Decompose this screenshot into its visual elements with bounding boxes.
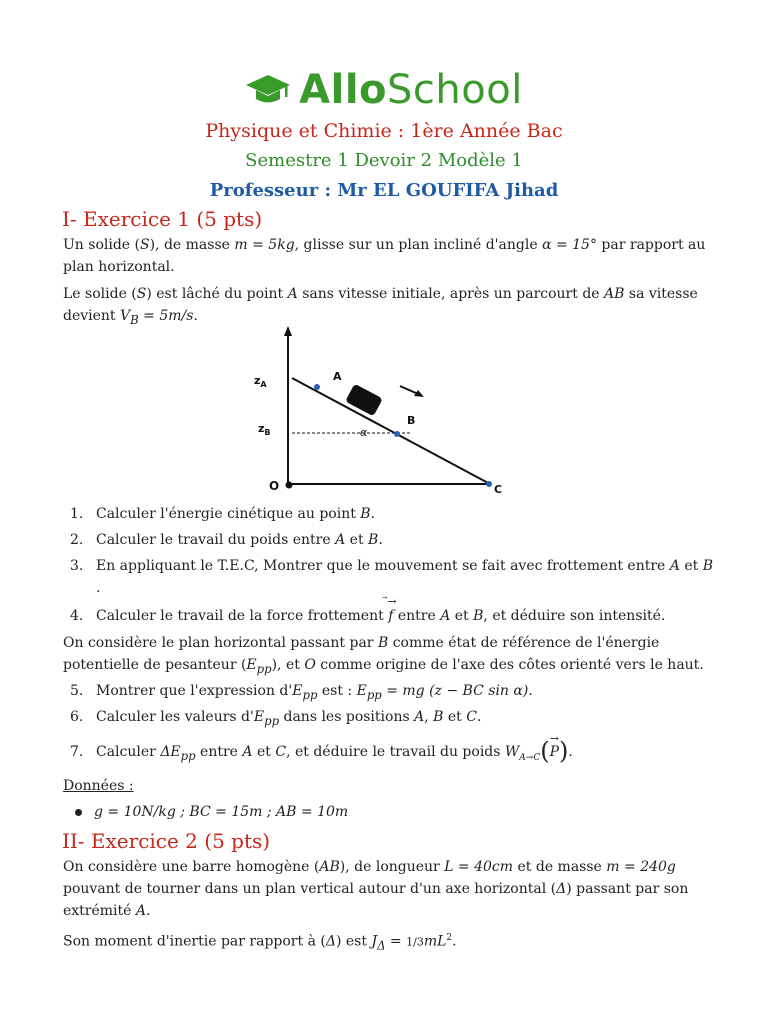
alloschool-logo — [0, 66, 768, 114]
label-A: A — [333, 370, 342, 383]
course-title: Physique et Chimie : 1ère Année Bac — [205, 120, 563, 142]
question-1: 1. Calculer l'énergie cinétique au point B. — [70, 506, 376, 522]
bullet-icon — [75, 809, 82, 816]
reference-paragraph: On considère le plan horizontal passant par B comme état de référence de l'énergie potentielle de pesanteur $(E_{pp})$, et O comme origine de l'axe des côtes orienté vers le haut. — [63, 635, 704, 676]
question-7: 7. Calculer $\Delta E_{pp}$ entre A et C, et déduire le travail du poids $W_{A\to C}$( → P). — [70, 732, 573, 765]
exam-subtitle: Semestre 1 Devoir 2 Modèle 1 — [245, 150, 523, 171]
exercise1-intro-2: Le solide (S) est lâché du point A sans vitesse initiale, après un parcourt de AB sa vitesse devient $V_B = 5m/s$. — [63, 286, 698, 327]
question-3: 3. En appliquant le T.E.C, Montrer que le mouvement se fait avec frottement entre A et B . — [70, 558, 713, 596]
exercise1-intro-1: Un solide (S), de masse m = 5kg, glisse sur un plan incliné d'angle α = 15° par rapport au plan horizontal. — [63, 237, 706, 275]
graduation-cap-icon — [245, 73, 291, 107]
logo-text-school: School — [387, 67, 523, 113]
label-B: B — [407, 414, 416, 427]
exercise2-paragraph-2: Son moment d'inertie par rapport à (Δ) est $J_\Delta = 1/3mL^2$. — [63, 933, 457, 953]
label-O: O — [269, 479, 280, 493]
exercise2-paragraph-1: On considère une barre homogène (AB), de longueur L = 40cm et de masse m = 240g pouvant de tourner dans un plan vertical autour d'un axe horizontal (Δ) passant par son extrémité A. — [63, 859, 689, 919]
logo-text-allo: Allo — [299, 67, 388, 113]
inclined-plane-figure — [240, 322, 520, 498]
label-alpha: α — [360, 426, 368, 439]
question-5: 5. Montrer que l'expression $d'E_{pp}$ est : $E_{pp}$ = mg (z − BC sin α). — [70, 683, 533, 702]
question-4: 4. Calculer le travail de la force frottement ⃗→ f entre A et B, et déduire son intensité. — [70, 595, 666, 624]
data-bullet — [75, 804, 348, 820]
exercise2-heading: II- Exercice 2 (5 pts) — [62, 829, 271, 853]
data-values: g = 10N/kg ; BC = 15m ; AB = 10m — [94, 804, 349, 820]
label-zA: $z_A$ — [254, 374, 267, 389]
question-2: 2. Calculer le travail du poids entre A et B. — [70, 532, 383, 548]
exercise1-heading: I- Exercice 1 (5 pts) — [62, 207, 263, 231]
data-title: Données : — [63, 778, 134, 794]
professor-name: Professeur : Mr EL GOUFIFA Jihad — [209, 180, 559, 201]
label-C: C — [494, 483, 503, 496]
question-6: 6. Calculer les valeurs $d'E_{pp}$ dans les positions A, B et C. — [70, 709, 482, 728]
label-zB: $z_B$ — [258, 422, 271, 437]
